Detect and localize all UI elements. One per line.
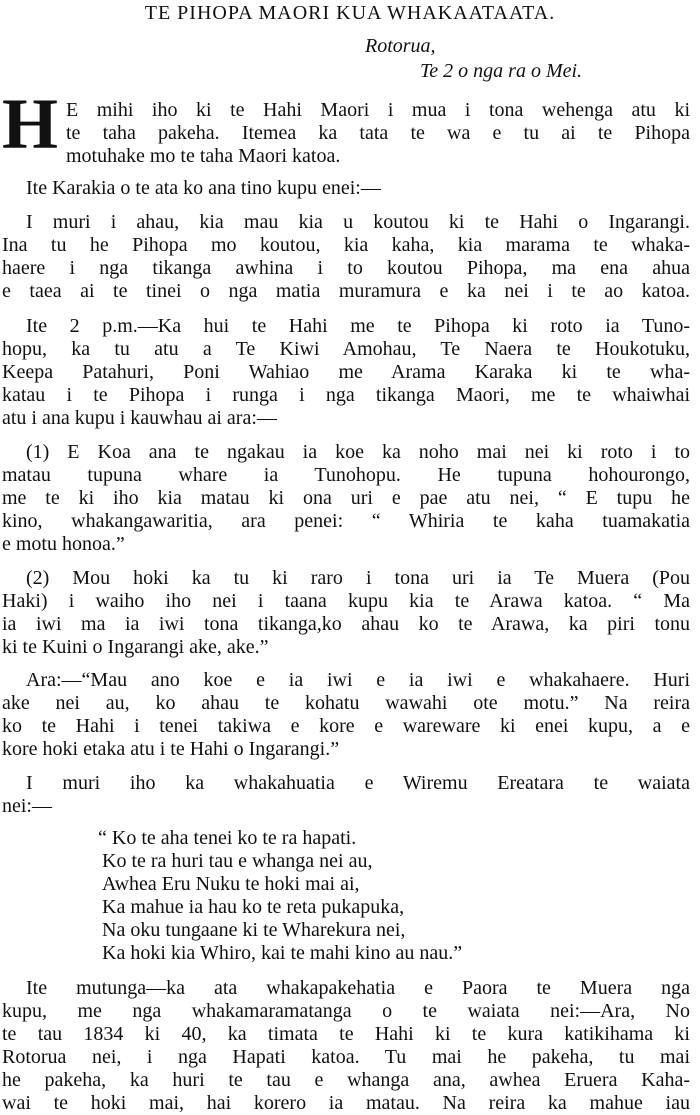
text-line: nei:— bbox=[2, 795, 52, 817]
dateline-place: Rotorua, bbox=[365, 35, 436, 57]
text-line: te taha pakeha. Itemea ka tata te wa e tu ai te Pihopa bbox=[66, 122, 690, 144]
text-line: e taea ai te tinei o nga matia muramura e ka nei i te ao katoa. bbox=[2, 280, 690, 302]
text-line: Rotorua nei, i nga Hapati katoa. Tu mai he pakeha, tu mai bbox=[2, 1046, 690, 1068]
text-line: Ara:—“Mau ano koe e ia iwi e ia iwi e whakahaere. Huri bbox=[26, 669, 690, 691]
poem-line: Awhea Eru Nuku te hoki mai ai, bbox=[102, 873, 360, 895]
text-line: kino, whakangawaritia, ara penei: “ Whiria te kaha tuamakatia bbox=[2, 510, 690, 532]
text-line: (2) Mou hoki ka tu ki raro i tona uri ia Te Muera (Pou bbox=[26, 567, 690, 589]
text-line: hopu, ka tu atu a Te Kiwi Amohau, Te Naera te Houkotuku, bbox=[2, 338, 690, 360]
poem-line: Ka mahue ia hau ko te reta pukapuka, bbox=[102, 896, 405, 918]
text-line: Keepa Patahuri, Poni Wahiao me Arama Karaka ki te wha- bbox=[2, 361, 690, 383]
text-line: me te ki iho kia matau ki ona uri e pae atu nei, “ E tupu he bbox=[2, 487, 690, 509]
drop-cap: H bbox=[2, 84, 59, 164]
text-line: ko te Hahi i tenei takiwa e kore e wareware ki enei kupu, a e bbox=[2, 715, 690, 737]
poem-line: Ka hoki kia Whiro, kai te mahi kino au nau.” bbox=[102, 942, 463, 964]
text-line: Ite mutunga—ka ata whakapakehatia e Paora te Muera nga bbox=[26, 977, 690, 999]
article-title: TE PIHOPA MAORI KUA WHAKAATAATA. bbox=[144, 2, 556, 24]
text-line: ki te Kuini o Ingarangi ake, ake.” bbox=[2, 636, 269, 658]
text-line: motuhake mo te taha Maori katoa. bbox=[66, 145, 341, 167]
text-line: Ina tu he Pihopa mo koutou, kia kaha, kia marama te whaka- bbox=[2, 234, 690, 256]
text-line: te tau 1834 ki 40, ka timata te Hahi ki te kura katikihama ki bbox=[2, 1023, 690, 1045]
text-line: kore hoki etaka atu i te Hahi o Ingarangi.” bbox=[2, 738, 340, 760]
text-line: e motu honoa.” bbox=[2, 533, 125, 555]
text-line: I muri i ahau, kia mau kia u koutou ki te Hahi o Ingarangi. bbox=[26, 211, 690, 233]
text-line: kupu, me nga whakamaramatanga o te waiata nei:—Ara, No bbox=[2, 1000, 690, 1022]
text-line: (1) E Koa ana te ngakau ia koe ka noho mai nei ki roto i to bbox=[26, 441, 690, 463]
text-line: he pakeha, ka huri te tau e whanga ana, awhea Eruera Kaha- bbox=[2, 1069, 690, 1091]
text-line: matau tupuna whare ia Tunohopu. He tupuna hohourongo, bbox=[2, 464, 690, 486]
poem-line: Na oku tungaane ki te Wharekura nei, bbox=[102, 919, 406, 941]
text-line: haere i nga tikanga awhina i to koutou Pihopa, ma ena ahua bbox=[2, 257, 690, 279]
text-line: Haki) i waiho iho nei i taana kupu kia te Arawa katoa. “ Ma bbox=[2, 590, 690, 612]
text-line: ia iwi ma ia iwi tona tikanga,ko ahau ko te Arawa, ka piri tonu bbox=[2, 613, 690, 635]
poem-line: “ Ko te aha tenei ko te ra hapati. bbox=[98, 827, 357, 849]
dateline-date: Te 2 o nga ra o Mei. bbox=[420, 60, 583, 82]
text-line: atu i ana kupu i kauwhau ai ara:— bbox=[2, 407, 277, 429]
text-line: katau i te Pihopa i runga i nga tikanga Maori, me te whaiwhai bbox=[2, 384, 690, 406]
text-line: E mihi iho ki te Hahi Maori i mua i tona wehenga atu ki bbox=[66, 99, 690, 121]
poem-line: Ko te ra huri tau e whanga nei au, bbox=[102, 850, 373, 872]
text-line: Ite Karakia o te ata ko ana tino kupu enei:— bbox=[26, 177, 381, 199]
text-line: ake nei au, ko ahau te kohatu wawahi ote motu.” Na reira bbox=[2, 692, 690, 714]
text-line: I muri iho ka whakahuatia e Wiremu Ereatara te waiata bbox=[26, 772, 690, 794]
text-line: Ite 2 p.m.—Ka hui te Hahi me te Pihopa ki roto ia Tuno- bbox=[26, 315, 690, 337]
text-line: wai te hoki mai, hai korero ia matau. Na reira ka mahue iau bbox=[2, 1092, 690, 1114]
